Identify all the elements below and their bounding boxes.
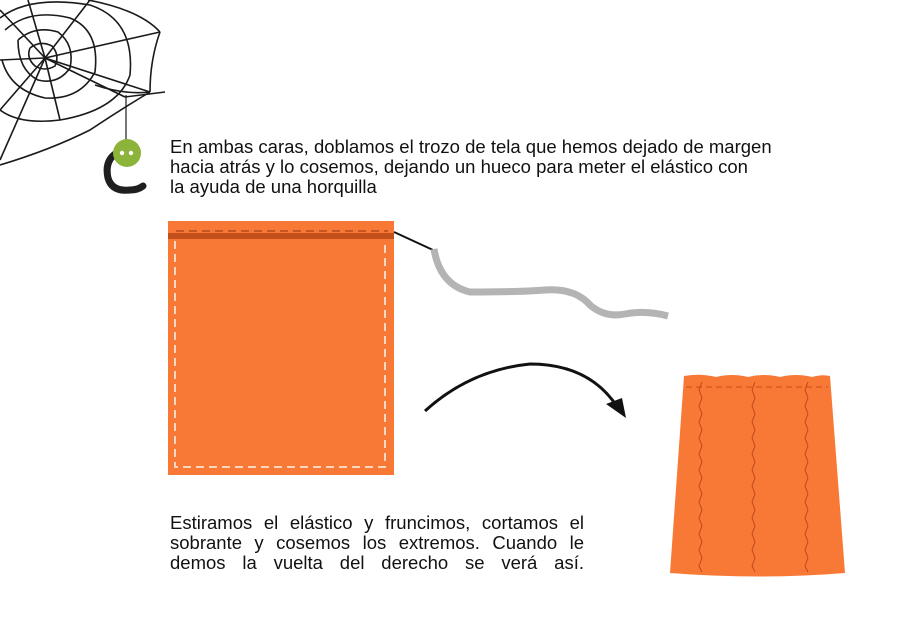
instruction-step-2 bbox=[170, 513, 590, 573]
instruction-line: demos la vuelta del derecho se verá así. bbox=[170, 552, 584, 573]
instruction-line: Estiramos el elástico y fruncimos, cortamos el bbox=[170, 512, 584, 533]
instruction-line: la ayuda de una horquilla bbox=[170, 176, 377, 197]
instruction-line: En ambas caras, doblamos el trozo de tela que hemos dejado de margen bbox=[170, 136, 772, 157]
instruction-line: hacia atrás y lo cosemos, dejando un hueco para meter el elástico con bbox=[170, 156, 748, 177]
instruction-line: sobrante y cosemos los extremos. Cuando le bbox=[170, 532, 584, 553]
